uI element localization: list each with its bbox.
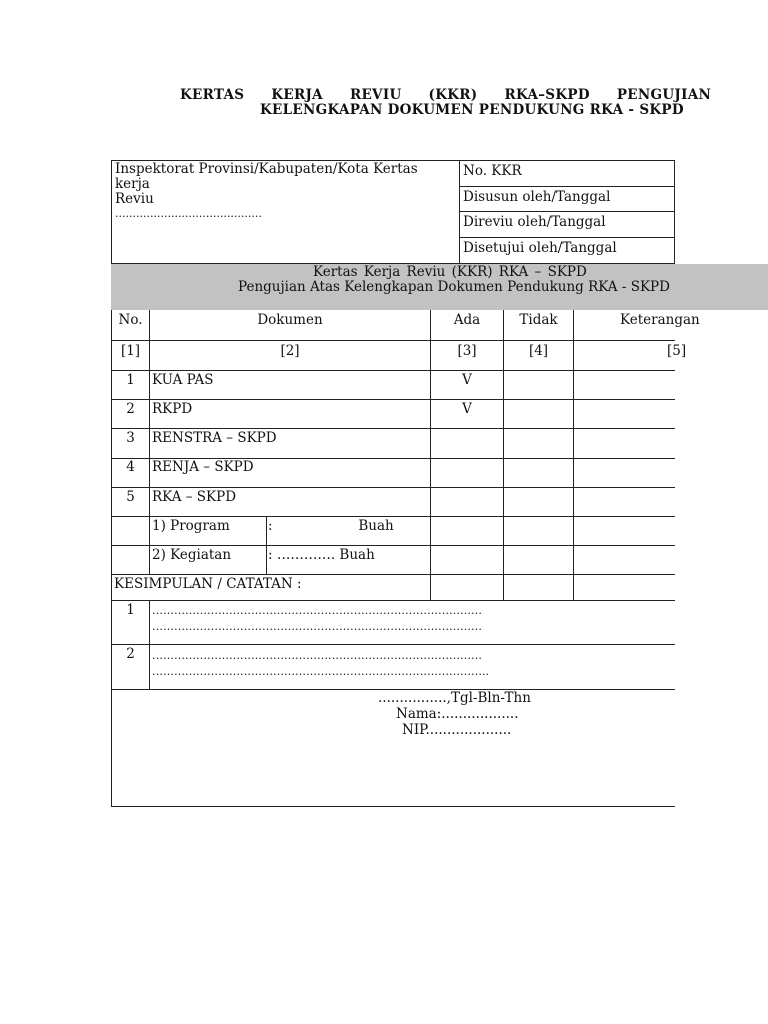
header-institution: Inspektorat Provinsi/Kabupaten/Kota Kertas kerja (115, 161, 418, 192)
row-doc: RKA – SKPD (152, 489, 237, 505)
note-no: 2 (126, 646, 135, 662)
header-keterangan: Keterangan (620, 312, 700, 328)
row-line (111, 370, 675, 371)
band-title: Kertas Kerja Reviu (KKR) RKA – SKPD (313, 264, 587, 280)
header-dots: .......................................... (115, 207, 262, 220)
note-line: ……………………………………………………………………………… (152, 649, 482, 662)
row-line (111, 545, 675, 546)
note-no: 1 (126, 602, 135, 618)
row-doc: KUA PAS (152, 372, 214, 388)
band-subtitle: Pengujian Atas Kelengkapan Dokumen Pendukung RKA - SKPD (238, 279, 670, 295)
row-line (111, 340, 675, 341)
header-no: No. (118, 312, 143, 328)
row-no: 4 (126, 459, 135, 475)
header-tidak: Tidak (519, 312, 558, 328)
signature-nip: NIP.................... (402, 722, 512, 738)
row-no: 1 (126, 372, 135, 388)
col-line (266, 516, 267, 574)
header-left-cell (112, 161, 460, 263)
colnum-3: [3] (457, 343, 477, 359)
header-no-kkr: No. KKR (460, 161, 674, 187)
row-line (111, 399, 675, 400)
row-no: 5 (126, 489, 135, 505)
col-line (573, 310, 574, 600)
row-doc: RENSTRA – SKPD (152, 430, 277, 446)
row-line (111, 644, 675, 645)
header-direviu: Direviu oleh/Tanggal (460, 212, 674, 238)
subrow-label: 1) Program (152, 518, 230, 534)
signature-name: Nama:.................. (396, 706, 519, 722)
row-line (111, 428, 675, 429)
row-line (111, 600, 675, 601)
colnum-5: [5] (667, 343, 687, 359)
header-right-cells (460, 161, 674, 263)
note-line: ……………………………………………………………………………… (152, 604, 482, 617)
kesimpulan-label: KESIMPULAN / CATATAN : (114, 576, 302, 592)
note-line: ……………………………………………………………………………….. (152, 665, 489, 678)
section-band (111, 264, 768, 310)
signature-date: ................,Tgl-Bln-Thn (378, 690, 531, 706)
checklist-table (111, 310, 700, 807)
subrow-value: : …………. Buah (268, 547, 375, 563)
row-line (111, 516, 675, 517)
doc-title-line1: KERTAS KERJA REVIU (KKR) RKA–SKPD PENGUJIAN (180, 87, 712, 103)
header-reviu: Reviu (115, 191, 154, 207)
colnum-4: [4] (528, 343, 549, 359)
header-ada: Ada (453, 312, 481, 328)
row-ada-check: V (462, 372, 472, 388)
col-line (149, 600, 150, 689)
header-box (111, 160, 675, 264)
subrow-value: : Buah (268, 518, 394, 534)
doc-title-line2: KELENGKAPAN DOKUMEN PENDUKUNG RKA - SKPD (260, 102, 684, 118)
header-disetujui: Disetujui oleh/Tanggal (463, 239, 617, 256)
table-bottom-line (111, 806, 675, 807)
header-disusun: Disusun oleh/Tanggal (460, 187, 674, 213)
subrow-label: 2) Kegiatan (152, 547, 232, 563)
colnum-1: [1] (120, 343, 141, 359)
row-line (111, 574, 675, 575)
header-dokumen: Dokumen (257, 312, 323, 328)
row-doc: RENJA – SKPD (152, 459, 254, 475)
row-doc: RKPD (152, 401, 193, 417)
colnum-2: [2] (280, 343, 300, 359)
note-line: ……………………………………………………………………………… (152, 620, 482, 633)
row-ada-check: V (462, 401, 472, 417)
row-no: 3 (126, 430, 135, 446)
row-no: 2 (126, 401, 135, 417)
row-line (111, 487, 675, 488)
